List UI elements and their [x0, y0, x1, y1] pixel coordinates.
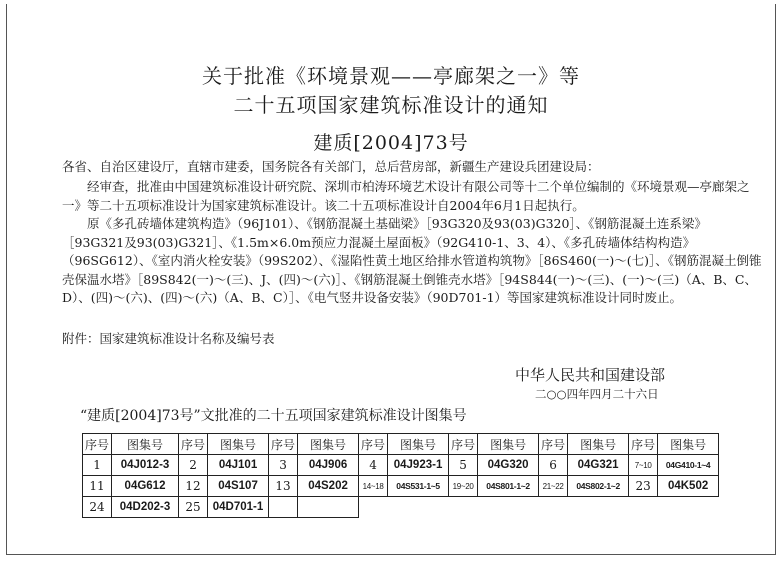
seq-cell: 4 — [359, 455, 388, 476]
header-cell: 图集号 — [298, 434, 359, 455]
table-row — [83, 455, 719, 476]
atlas-code-cell: 04G612 — [112, 476, 179, 497]
seq-cell: 12 — [179, 476, 208, 497]
seq-cell: 7~10 — [629, 455, 658, 476]
header-cell: 图集号 — [658, 434, 719, 455]
header-cell: 图集号 — [568, 434, 629, 455]
atlas-code-cell: 04D202-3 — [112, 497, 179, 518]
seq-cell: 19~20 — [449, 476, 478, 497]
header-cell: 序号 — [83, 434, 112, 455]
abolition-paragraph: 原《多孔砖墙体建筑构造》（96J101）、《钢筋混凝土基础梁》［93G320及93(03)G320］、《钢筋混凝土连系梁》［93G321及93(03)G321］、《1.5m×6.0m预应力混凝土屋面板》（92G410-1、3、4）、《多孔砖墙体结构构造》（96SG612）、《室内消火栓安装》（99S202）、《湿陷性黄土地区给排水管道构筑物》［86S460(一)～(七)］、《钢筋混凝土倒锥壳保温水塔》［89S842(一)～(三)、J、(四)～(六)］、《钢筋混凝土倒锥壳水塔》［94S844(一)～(三)、(一)～(三)（A、B、C、D）、(四)～(六)、(四)～(六)（A、B、C）］、《电气竖井设备安装》（90D701-1）等国家建筑标准设计同时废止。 — [62, 216, 762, 305]
seq-cell: 25 — [179, 497, 208, 518]
table-row — [83, 476, 719, 497]
seq-cell: 2 — [179, 455, 208, 476]
empty-cell — [269, 497, 298, 518]
empty-cell — [539, 497, 568, 518]
header-cell: 图集号 — [478, 434, 539, 455]
atlas-code-cell: 04J906 — [298, 455, 359, 476]
empty-cell — [568, 497, 629, 518]
empty-cell — [658, 497, 719, 518]
empty-cell — [359, 497, 388, 518]
seq-cell: 5 — [449, 455, 478, 476]
empty-cell — [298, 497, 359, 518]
atlas-code-cell: 04S802-1~2 — [568, 476, 629, 497]
header-cell: 序号 — [449, 434, 478, 455]
document-number: 建质[2004]73号 — [313, 132, 469, 154]
atlas-code-cell: 04G321 — [568, 455, 629, 476]
atlas-code-cell: 04J923-1 — [388, 455, 449, 476]
atlas-code-cell: 04S531-1~5 — [388, 476, 449, 497]
seq-cell: 11 — [83, 476, 112, 497]
header-cell: 序号 — [629, 434, 658, 455]
seq-cell: 14~18 — [359, 476, 388, 497]
addressee-line: 各省、自治区建设厅，直辖市建委，国务院各有关部门，总后营房部，新疆生产建设兵团建设局： — [62, 159, 600, 174]
empty-cell — [449, 497, 478, 518]
atlas-code-cell: 04S107 — [208, 476, 269, 497]
seq-cell: 21~22 — [539, 476, 568, 497]
atlas-code-cell: 04S801-1~2 — [478, 476, 539, 497]
seq-cell: 23 — [629, 476, 658, 497]
atlas-code-cell: 04K502 — [658, 476, 719, 497]
empty-cell — [478, 497, 539, 518]
header-cell: 序号 — [269, 434, 298, 455]
issuing-authority: 中华人民共和国建设部 — [515, 366, 666, 384]
header-cell: 图集号 — [208, 434, 269, 455]
atlas-code-cell: 04D701-1 — [208, 497, 269, 518]
atlas-code-cell: 04J012-3 — [112, 455, 179, 476]
header-cell: 序号 — [359, 434, 388, 455]
atlas-code-cell: 04S202 — [298, 476, 359, 497]
attachment-line: 附件：国家建筑标准设计名称及编号表 — [62, 331, 275, 346]
notice-title-line2: 二十五项国家建筑标准设计的通知 — [233, 93, 549, 117]
approval-paragraph: 经审查，批准由中国建筑标准设计研究院、深圳市柏涛环境艺术设计有限公司等十二个单位编制的《环境景观—亭廊架之一》等二十五项标准设计为国家建筑标准设计。该二十五项标准设计自2004年6月1日起执行。 — [62, 179, 750, 213]
atlas-code-cell: 04J101 — [208, 455, 269, 476]
seq-cell: 1 — [83, 455, 112, 476]
issue-date: 二○○四年四月二十六日 — [535, 387, 659, 401]
table-header-row — [83, 434, 719, 455]
seq-cell: 3 — [269, 455, 298, 476]
header-cell: 图集号 — [112, 434, 179, 455]
header-cell: 图集号 — [388, 434, 449, 455]
header-cell: 序号 — [179, 434, 208, 455]
standard-index-table — [82, 433, 719, 518]
notice-title-line1: 关于批准《环境景观——亭廊架之一》等 — [202, 64, 580, 88]
table-row — [83, 497, 719, 518]
atlas-code-cell: 04G320 — [478, 455, 539, 476]
empty-cell — [629, 497, 658, 518]
seq-cell: 24 — [83, 497, 112, 518]
atlas-code-cell: 04G410-1~4 — [658, 455, 719, 476]
table-title: “建质[2004]73号”文批准的二十五项国家建筑标准设计图集号 — [80, 408, 467, 424]
seq-cell: 6 — [539, 455, 568, 476]
empty-cell — [388, 497, 449, 518]
header-cell: 序号 — [539, 434, 568, 455]
seq-cell: 13 — [269, 476, 298, 497]
